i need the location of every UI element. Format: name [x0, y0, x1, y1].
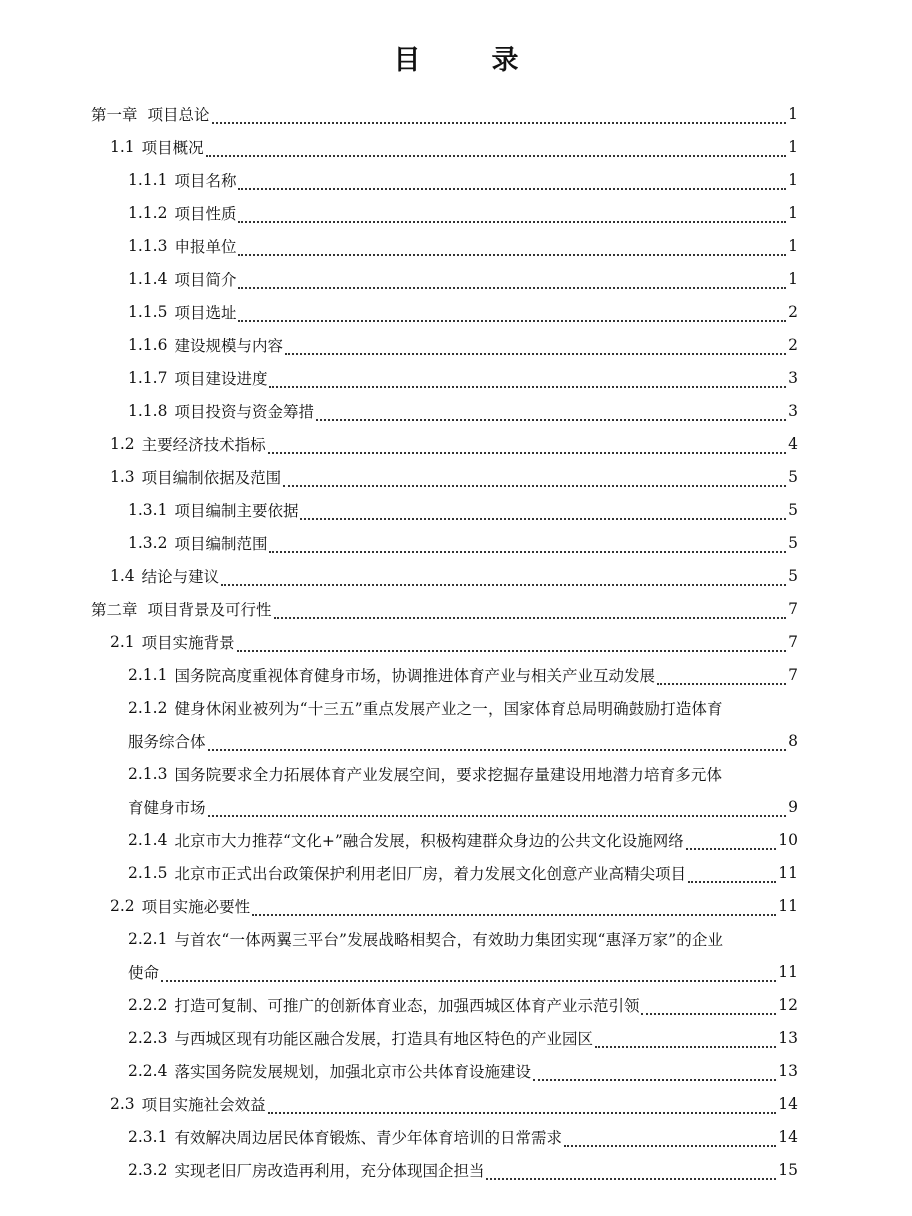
dot-leader — [237, 630, 786, 652]
toc-entry-title: 主要经济技术指标 — [141, 435, 266, 454]
toc-entry[interactable] — [0, 1054, 912, 1087]
toc-entry[interactable] — [0, 295, 912, 328]
dot-leader — [212, 102, 787, 124]
toc-entry[interactable] — [0, 856, 912, 889]
toc-entry-title: 项目概况 — [141, 138, 204, 157]
toc-entry[interactable] — [0, 1153, 912, 1186]
toc-entry[interactable] — [0, 460, 912, 493]
toc-entry-title: 打造可复制、可推广的创新体育业态，加强西城区体育产业示范引领 — [174, 996, 640, 1015]
toc-entry[interactable] — [0, 493, 912, 526]
toc-entry-number: 2.1.5 — [128, 863, 168, 882]
toc-entry-page: 15 — [778, 1160, 798, 1179]
toc-entry-number: 1.3.2 — [128, 533, 168, 552]
toc-entry-number: 1.1.2 — [128, 203, 168, 222]
dot-leader — [238, 168, 786, 190]
toc-entry-title: 项目名称 — [174, 171, 237, 190]
toc-entry-page: 7 — [788, 665, 798, 684]
toc-entry-number: 第二章 — [91, 600, 138, 619]
toc-entry-page: 3 — [788, 368, 798, 387]
toc-entry[interactable] — [0, 1087, 912, 1120]
toc-entry[interactable] — [0, 229, 912, 262]
toc-entry-number: 2.2.3 — [128, 1028, 168, 1047]
dot-leader — [274, 597, 787, 619]
toc-entry[interactable] — [0, 361, 912, 394]
toc-entry-page: 7 — [788, 632, 798, 651]
toc-entry-page: 2 — [788, 335, 798, 354]
toc-entry-page: 5 — [788, 566, 798, 585]
toc-entry-number: 1.1.5 — [128, 302, 168, 321]
toc-entry-number: 2.1.3 — [128, 764, 168, 783]
toc-entry-number: 2.2.1 — [128, 929, 168, 948]
toc-entry-page: 5 — [788, 467, 798, 486]
toc-entry-number: 1.1.7 — [128, 368, 168, 387]
toc-entry-number: 1.1 — [110, 137, 135, 156]
toc-entry-title: 项目实施背景 — [141, 633, 235, 652]
dot-leader — [208, 795, 787, 817]
toc-entry-page: 13 — [778, 1061, 798, 1080]
dot-leader — [238, 267, 786, 289]
toc-entry[interactable] — [0, 163, 912, 196]
dot-leader — [300, 498, 786, 520]
toc-entry-title: 项目选址 — [174, 303, 237, 322]
toc-entry-title: 项目实施社会效益 — [141, 1095, 266, 1114]
dot-leader — [238, 201, 786, 223]
dot-leader — [208, 729, 787, 751]
toc-entry-page: 3 — [788, 401, 798, 420]
toc-entry-number: 2.2.2 — [128, 995, 168, 1014]
toc-entry-number: 2.3.1 — [128, 1127, 168, 1146]
dot-leader — [161, 960, 776, 982]
toc-entry[interactable] — [0, 328, 912, 361]
toc-entry-page: 1 — [788, 137, 798, 156]
toc-entry[interactable] — [0, 658, 912, 691]
toc-entry-title: 落实国务院发展规划，加强北京市公共体育设施建设 — [174, 1062, 531, 1081]
toc-entry-number: 2.2.4 — [128, 1061, 168, 1080]
dot-leader — [268, 1092, 777, 1114]
toc-entry-continuation[interactable] — [0, 955, 912, 988]
toc-entry-title-continued: 服务综合体 — [128, 732, 206, 751]
toc-entry[interactable] — [0, 559, 912, 592]
toc-entry[interactable] — [0, 526, 912, 559]
dot-leader — [657, 663, 786, 685]
toc-entry-number: 1.2 — [110, 434, 135, 453]
toc-entry[interactable] — [0, 262, 912, 295]
toc-entry-number: 1.1.8 — [128, 401, 168, 420]
toc-entry-page: 5 — [788, 533, 798, 552]
toc-entry[interactable] — [0, 1021, 912, 1054]
toc-chapter-entry[interactable] — [0, 97, 912, 130]
toc-entry[interactable] — [0, 757, 912, 790]
toc-entry[interactable] — [0, 427, 912, 460]
dot-leader — [268, 432, 786, 454]
toc-entry-title: 项目简介 — [174, 270, 237, 289]
toc-entry-page: 13 — [778, 1028, 798, 1047]
toc-entry-page: 5 — [788, 500, 798, 519]
toc-entry-title: 项目编制范围 — [174, 534, 268, 553]
toc-entry-continuation[interactable] — [0, 790, 912, 823]
toc-entry-page: 4 — [788, 434, 798, 453]
dot-leader — [269, 366, 786, 388]
toc-entry-number: 1.1.3 — [128, 236, 168, 255]
dot-leader — [564, 1125, 776, 1147]
toc-entry-title: 有效解决周边居民体育锻炼、青少年体育培训的日常需求 — [174, 1128, 562, 1147]
toc-entry-page: 10 — [778, 830, 798, 849]
toc-entry[interactable] — [0, 394, 912, 427]
toc-entry-number: 2.2 — [110, 896, 135, 915]
dot-leader — [238, 300, 786, 322]
toc-entry[interactable] — [0, 691, 912, 724]
dot-leader — [688, 861, 776, 883]
toc-entry-number: 2.1.4 — [128, 830, 168, 849]
toc-entry-continuation[interactable] — [0, 724, 912, 757]
toc-entry-number: 1.4 — [110, 566, 135, 585]
toc-entry-number: 1.1.4 — [128, 269, 168, 288]
toc-entry-number: 1.3.1 — [128, 500, 168, 519]
toc-entry[interactable] — [0, 922, 912, 955]
toc-entry-title: 国务院要求全力拓展体育产业发展空间，要求挖掘存量建设用地潜力培育多元体 — [174, 765, 723, 784]
toc-entry-page: 14 — [778, 1127, 798, 1146]
dot-leader — [206, 135, 786, 157]
dot-leader — [252, 894, 776, 916]
toc-entry-title: 国务院高度重视体育健身市场，协调推进体育产业与相关产业互动发展 — [174, 666, 655, 685]
toc-entry-title: 建设规模与内容 — [174, 336, 283, 355]
toc-entry-title: 申报单位 — [174, 237, 237, 256]
toc-entry-title: 与首农“一体两翼三平台”发展战略相契合，有效助力集团实现“惠泽万家”的企业 — [174, 930, 724, 949]
toc-entry-number: 2.3 — [110, 1094, 135, 1113]
toc-entry-number: 2.1 — [110, 632, 135, 651]
toc-entry-title: 项目编制主要依据 — [174, 501, 299, 520]
toc-entry-page: 9 — [788, 797, 798, 816]
toc-entry[interactable] — [0, 1120, 912, 1153]
toc-entry-page: 11 — [778, 962, 798, 981]
toc-entry-page: 1 — [788, 236, 798, 255]
dot-leader — [283, 465, 786, 487]
toc-entry-title: 结论与建议 — [141, 567, 220, 586]
dot-leader — [221, 564, 786, 586]
toc-entry[interactable] — [0, 130, 912, 163]
toc-entry-title: 项目投资与资金筹措 — [174, 402, 314, 421]
toc-chapter-entry[interactable] — [0, 592, 912, 625]
toc-entry[interactable] — [0, 625, 912, 658]
dot-leader — [595, 1026, 776, 1048]
toc-entry-page: 1 — [788, 104, 798, 123]
toc-entry-title: 健身休闲业被列为“十三五”重点发展产业之一，国家体育总局明确鼓励打造体育 — [174, 699, 723, 718]
toc-entry-number: 1.3 — [110, 467, 135, 486]
toc-entry-number: 2.1.2 — [128, 698, 168, 717]
toc-entry-title: 项目实施必要性 — [141, 897, 251, 916]
toc-entry-number: 1.1.6 — [128, 335, 168, 354]
toc-entry-page: 1 — [788, 203, 798, 222]
toc-entry-page: 14 — [778, 1094, 798, 1113]
dot-leader — [285, 333, 786, 355]
toc-entry-title: 实现老旧厂房改造再利用，充分体现国企担当 — [174, 1161, 485, 1180]
toc-entry-page: 11 — [778, 896, 798, 915]
toc-entry-number: 2.1.1 — [128, 665, 168, 684]
page-title: 目 录 — [393, 45, 541, 76]
toc-entry-number: 1.1.1 — [128, 170, 168, 189]
toc-entry-title-continued: 使命 — [128, 963, 160, 982]
dot-leader — [686, 828, 776, 850]
dot-leader — [486, 1158, 776, 1180]
toc-entry-title: 项目背景及可行性 — [147, 600, 272, 619]
toc-entry-page: 2 — [788, 302, 798, 321]
toc-entry-page: 11 — [778, 863, 798, 882]
toc-entry[interactable] — [0, 889, 912, 922]
toc-entry-title: 项目建设进度 — [174, 369, 268, 388]
toc-entry[interactable] — [0, 823, 912, 856]
toc-entry-title: 项目总论 — [147, 105, 210, 124]
toc-entry-page: 12 — [778, 995, 798, 1014]
toc-entry-page: 1 — [788, 269, 798, 288]
toc-entry-number: 2.3.2 — [128, 1160, 168, 1179]
dot-leader — [269, 531, 786, 553]
dot-leader — [641, 993, 776, 1015]
toc-entry-title: 与西城区现有功能区融合发展，打造具有地区特色的产业园区 — [174, 1029, 593, 1048]
toc-entry[interactable] — [0, 988, 912, 1021]
table-of-contents — [0, 97, 912, 1186]
dot-leader — [533, 1059, 776, 1081]
toc-entry-title: 北京市大力推荐“文化+”融合发展，积极构建群众身边的公共文化设施网络 — [174, 831, 684, 850]
toc-entry-title: 北京市正式出台政策保护利用老旧厂房，着力发展文化创意产业高精尖项目 — [174, 864, 686, 883]
dot-leader — [238, 234, 786, 256]
dot-leader — [316, 399, 786, 421]
toc-entry[interactable] — [0, 196, 912, 229]
toc-entry-title-continued: 育健身市场 — [128, 798, 206, 817]
toc-entry-title: 项目性质 — [174, 204, 237, 223]
toc-entry-title: 项目编制依据及范围 — [141, 468, 282, 487]
toc-entry-page: 7 — [788, 599, 798, 618]
toc-entry-page: 8 — [788, 731, 798, 750]
toc-entry-page: 1 — [788, 170, 798, 189]
toc-entry-number: 第一章 — [91, 105, 138, 124]
